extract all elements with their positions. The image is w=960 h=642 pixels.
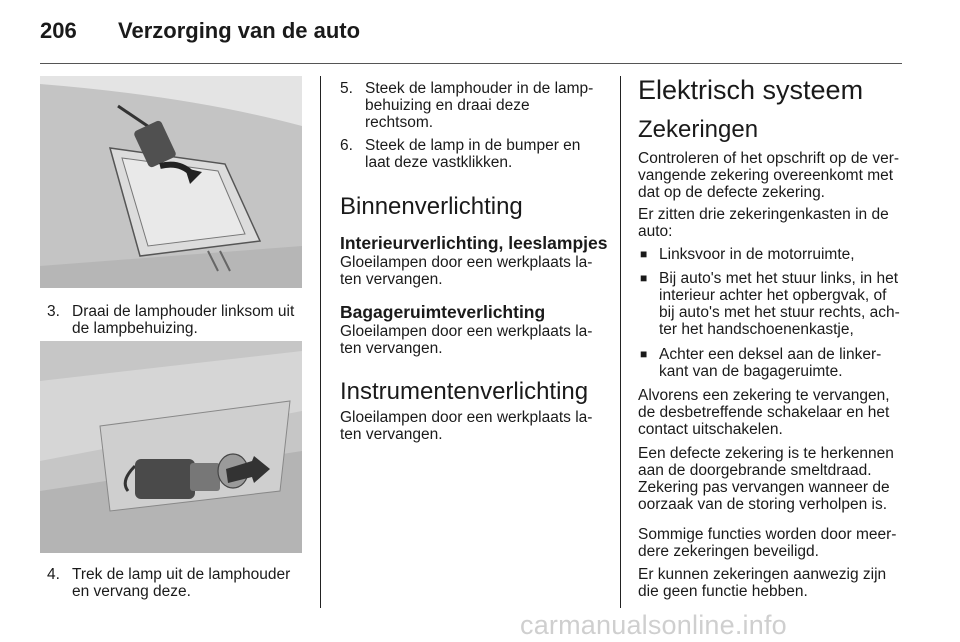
paragraph-zekeringen-6 — [638, 566, 886, 600]
paragraph-line: Een defecte zekering is te herkennen — [638, 445, 894, 462]
paragraph-line: Zekering pas vervangen wanneer de — [638, 479, 890, 496]
step-6-line: laat deze vastklikken. — [365, 154, 513, 171]
paragraph-line: vangende zekering overeenkomt met — [638, 167, 894, 184]
section-heading-instrumentenverlichting: Instrumentenverlichting — [340, 378, 589, 405]
step-6-line: Steek de lamp in de bumper en — [365, 137, 581, 154]
paragraph-line: Sommige functies worden door meer- — [638, 526, 897, 543]
paragraph-line: ten vervangen. — [340, 340, 443, 357]
section-heading-binnenverlichting: Binnenverlichting — [340, 193, 523, 220]
paragraph-zekeringen-1 — [638, 150, 899, 201]
step-6 — [340, 137, 615, 177]
paragraph-zekeringen-4 — [638, 445, 894, 513]
paragraph-zekeringen-3 — [638, 387, 890, 438]
step-5-number: 5. — [340, 80, 353, 97]
paragraph-line: Gloeilampen door een werkplaats la- — [340, 323, 593, 340]
bullet-text — [659, 270, 900, 338]
bullet-line: ter het handschoenenkastje, — [659, 321, 854, 338]
paragraph-line: contact uitschakelen. — [638, 421, 783, 438]
bullet-text — [659, 246, 855, 263]
figure-bulb-removal — [40, 341, 302, 553]
paragraph-line: ten vervangen. — [340, 426, 443, 443]
paragraph-line: dere zekeringen beveiligd. — [638, 543, 819, 560]
bullet-line: Achter een deksel aan de linker- — [659, 346, 882, 363]
paragraph-line: dat op de defecte zekering. — [638, 184, 825, 201]
column-divider-2 — [620, 76, 621, 608]
paragraph-line: Er zitten drie zekeringenkasten in de — [638, 206, 889, 223]
bullet-line: kant van de bagageruimte. — [659, 363, 843, 380]
paragraph-line: auto: — [638, 223, 673, 240]
header-divider — [40, 63, 902, 64]
step-5 — [340, 80, 615, 136]
paragraph-line: Alvorens een zekering te vervangen, — [638, 387, 890, 404]
step-5-line: rechtsom. — [365, 114, 434, 131]
paragraph-line: Er kunnen zekeringen aanwezig zijn — [638, 566, 887, 583]
paragraph-line: Gloeilampen door een werkplaats la- — [340, 254, 593, 271]
figure-lamp-holder — [40, 76, 302, 288]
step-4-number: 4. — [47, 566, 60, 583]
bullet-line: Linksvoor in de motorruimte, — [659, 246, 855, 263]
paragraph-interieurverlichting — [340, 254, 592, 288]
bullet-marker: ■ — [640, 247, 648, 261]
bullet-marker: ■ — [640, 347, 648, 361]
figure-lamp-holder-drawing — [40, 76, 302, 288]
step-4-text — [72, 566, 290, 600]
subheading-interieurverlichting: Interieurverlichting, leeslampjes — [340, 233, 608, 253]
page-number: 206 — [40, 18, 77, 43]
paragraph-line: Controleren of het opschrift op de ver- — [638, 150, 900, 167]
bullet-line: interieur achter het opbergvak, of — [659, 287, 887, 304]
paragraph-zekeringen-5 — [638, 526, 896, 560]
bullet-marker: ■ — [640, 271, 648, 285]
step-4 — [47, 566, 317, 606]
column-divider-1 — [320, 76, 321, 608]
bullet-line: bij auto's met het stuur rechts, ach- — [659, 304, 900, 321]
paragraph-instrumentenverlichting — [340, 409, 592, 443]
page-title: Verzorging van de auto — [118, 18, 361, 43]
bullet-text — [659, 346, 881, 380]
bullet-line: Bij auto's met het stuur links, in het — [659, 270, 899, 287]
paragraph-line: aan de doorgebrande smeltdraad. — [638, 462, 872, 479]
step-6-text — [365, 137, 580, 171]
watermark: carmanualsonline.info — [520, 610, 787, 640]
step-3 — [47, 303, 317, 343]
paragraph-zekeringen-2 — [638, 206, 889, 240]
subheading-bagageruimteverlichting: Bagageruimteverlichting — [340, 302, 546, 322]
paragraph-line: Gloeilampen door een werkplaats la- — [340, 409, 593, 426]
step-4-line: Trek de lamp uit de lamphouder — [72, 566, 291, 583]
step-3-line: de lampbehuizing. — [72, 320, 198, 337]
step-5-line: behuizing en draai deze — [365, 97, 530, 114]
figure-bulb-removal-drawing — [40, 341, 302, 553]
paragraph-line: ten vervangen. — [340, 271, 443, 288]
section-heading-elektrisch-systeem: Elektrisch systeem — [638, 75, 864, 105]
step-5-line: Steek de lamphouder in de lamp- — [365, 80, 594, 97]
step-6-number: 6. — [340, 137, 353, 154]
subheading-zekeringen: Zekeringen — [638, 116, 759, 143]
step-4-line: en vervang deze. — [72, 583, 191, 600]
paragraph-line: oorzaak van de storing verholpen is. — [638, 496, 888, 513]
step-3-line: Draai de lamphouder linksom uit — [72, 303, 295, 320]
paragraph-line: de desbetreffende schakelaar en het — [638, 404, 890, 421]
step-5-text — [365, 80, 593, 131]
step-3-number: 3. — [47, 303, 60, 320]
step-3-text — [72, 303, 294, 337]
paragraph-line: die geen functie hebben. — [638, 583, 808, 600]
paragraph-bagageruimteverlichting — [340, 323, 592, 357]
